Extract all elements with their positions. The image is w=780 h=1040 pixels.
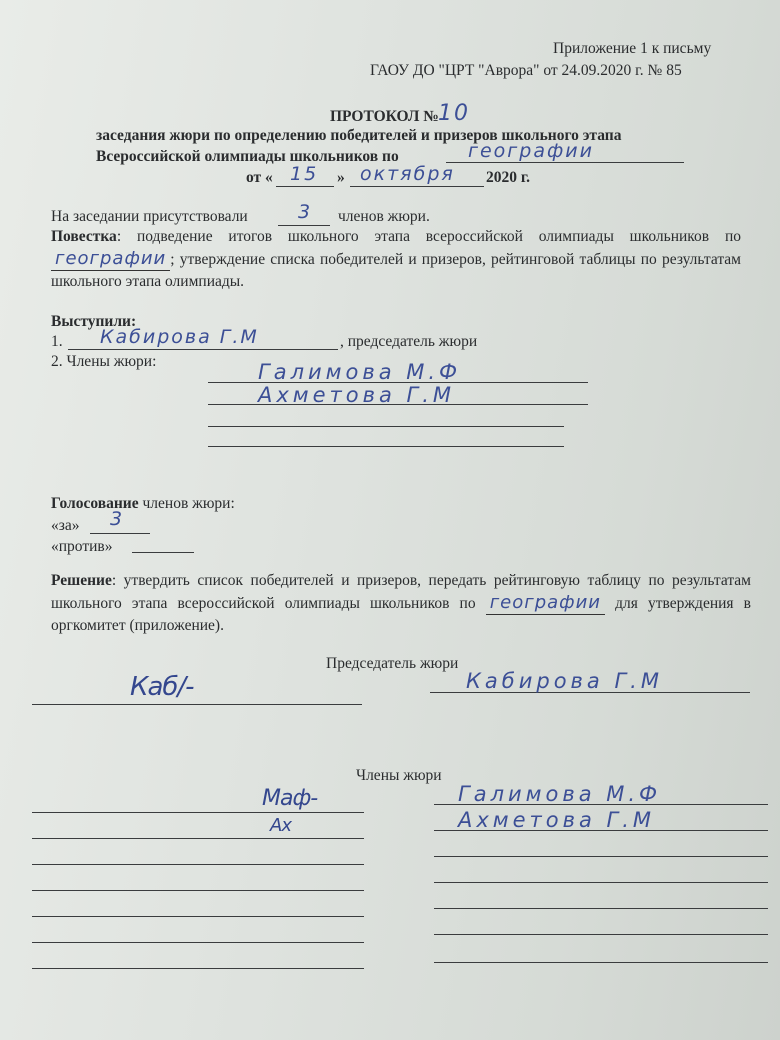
title-line-2: заседания жюри по определению победителей и призеров школьного этапа bbox=[96, 127, 622, 144]
speaker-1-role: , председатель жюри bbox=[340, 333, 478, 350]
decision-label: Решение bbox=[51, 572, 112, 589]
agenda-text-2: ; утверждение списка победителей и призеров, рейтинговой таблицы по результатам школьного этапа олимпиады. bbox=[51, 251, 741, 290]
member-line-3 bbox=[208, 426, 564, 427]
decision-subject: географии bbox=[486, 592, 605, 615]
attendance-suffix: членов жюри. bbox=[338, 208, 430, 225]
member-name-1: Галимова М.Ф bbox=[258, 360, 462, 384]
members-name-1: Галимова М.Ф bbox=[458, 782, 662, 806]
date-suffix: 2020 г. bbox=[486, 169, 531, 186]
member-signature-1: Маф- bbox=[262, 786, 318, 811]
date-day: 15 bbox=[290, 163, 319, 185]
vote-against-underline bbox=[132, 552, 194, 553]
chair-heading: Председатель жюри bbox=[326, 655, 459, 672]
speaker-1-underline bbox=[68, 349, 338, 350]
date-mid: » bbox=[337, 169, 345, 186]
members-name-line-3 bbox=[434, 856, 768, 857]
voting-heading bbox=[51, 495, 235, 513]
date-day-underline bbox=[276, 186, 334, 187]
members-sig-line-6 bbox=[32, 942, 364, 943]
members-name-line-5 bbox=[434, 908, 768, 909]
members-sig-line-2 bbox=[32, 838, 364, 839]
attendance-prefix: На заседании присутствовали bbox=[51, 208, 248, 225]
voting-label-rest: членов жюри: bbox=[138, 495, 235, 512]
chair-signature: Каб/- bbox=[130, 672, 194, 702]
members-sig-line-7 bbox=[32, 968, 364, 969]
members-name-line-4 bbox=[434, 882, 768, 883]
chair-name: Кабирова Г.М bbox=[466, 669, 663, 693]
members-sig-line-3 bbox=[32, 864, 364, 865]
speakers-heading: Выступили: bbox=[51, 313, 137, 330]
appendix-line-2: ГАОУ ДО "ЦРТ "Аврора" от 24.09.2020 г. № 85 bbox=[370, 62, 682, 79]
attendance-count: 3 bbox=[298, 201, 313, 223]
members-sig-line-1 bbox=[32, 812, 364, 813]
appendix-line-1: Приложение 1 к письму bbox=[553, 40, 712, 57]
decision-text-1: : утвердить список победителей и призеров, передать рейтинговую таблицу по результатам школьного этапа всероссийской олимпиады школьников по bbox=[51, 572, 751, 612]
vote-for-label: «за» bbox=[51, 517, 80, 534]
members-sig-line-5 bbox=[32, 916, 364, 917]
member-signature-2: Ах bbox=[270, 815, 291, 836]
protocol-number: 10 bbox=[438, 101, 470, 126]
members-name-line-6 bbox=[434, 934, 768, 935]
speaker-1-number: 1. bbox=[51, 333, 63, 350]
date-prefix: от « bbox=[246, 169, 273, 186]
subject-underline bbox=[446, 162, 684, 163]
vote-against-label: «против» bbox=[51, 538, 113, 555]
vote-for-value: 3 bbox=[110, 508, 125, 530]
title-line-3: Всероссийской олимпиады школьников по bbox=[96, 148, 399, 165]
members-name-line-7 bbox=[434, 962, 768, 963]
members-name-2: Ахметова Г.М bbox=[458, 808, 656, 832]
vote-for-underline bbox=[90, 533, 150, 534]
members-label: 2. Члены жюри: bbox=[51, 353, 157, 370]
decision-text-2: для утверждения в оргкомитет (приложение). bbox=[51, 595, 751, 634]
speaker-1-name: Кабирова Г.М bbox=[100, 326, 259, 348]
decision-paragraph bbox=[51, 570, 751, 637]
chair-signature-line bbox=[32, 704, 362, 705]
date-month: октября bbox=[360, 163, 455, 185]
protocol-title: ПРОТОКОЛ № bbox=[330, 108, 439, 125]
title-subject: географии bbox=[468, 140, 594, 162]
agenda-subject: географии bbox=[51, 248, 170, 271]
member-line-4 bbox=[208, 446, 564, 447]
member-name-2: Ахметова Г.М bbox=[258, 383, 456, 407]
agenda-label: Повестка bbox=[51, 228, 117, 245]
date-month-underline bbox=[350, 186, 484, 187]
agenda-text-1: : подведение итогов школьного этапа всероссийской олимпиады школьников по bbox=[116, 228, 741, 245]
voting-label: Голосование bbox=[51, 495, 139, 512]
members-sig-line-4 bbox=[32, 890, 364, 891]
agenda-paragraph bbox=[51, 226, 741, 293]
members-block-heading: Члены жюри bbox=[356, 767, 442, 784]
